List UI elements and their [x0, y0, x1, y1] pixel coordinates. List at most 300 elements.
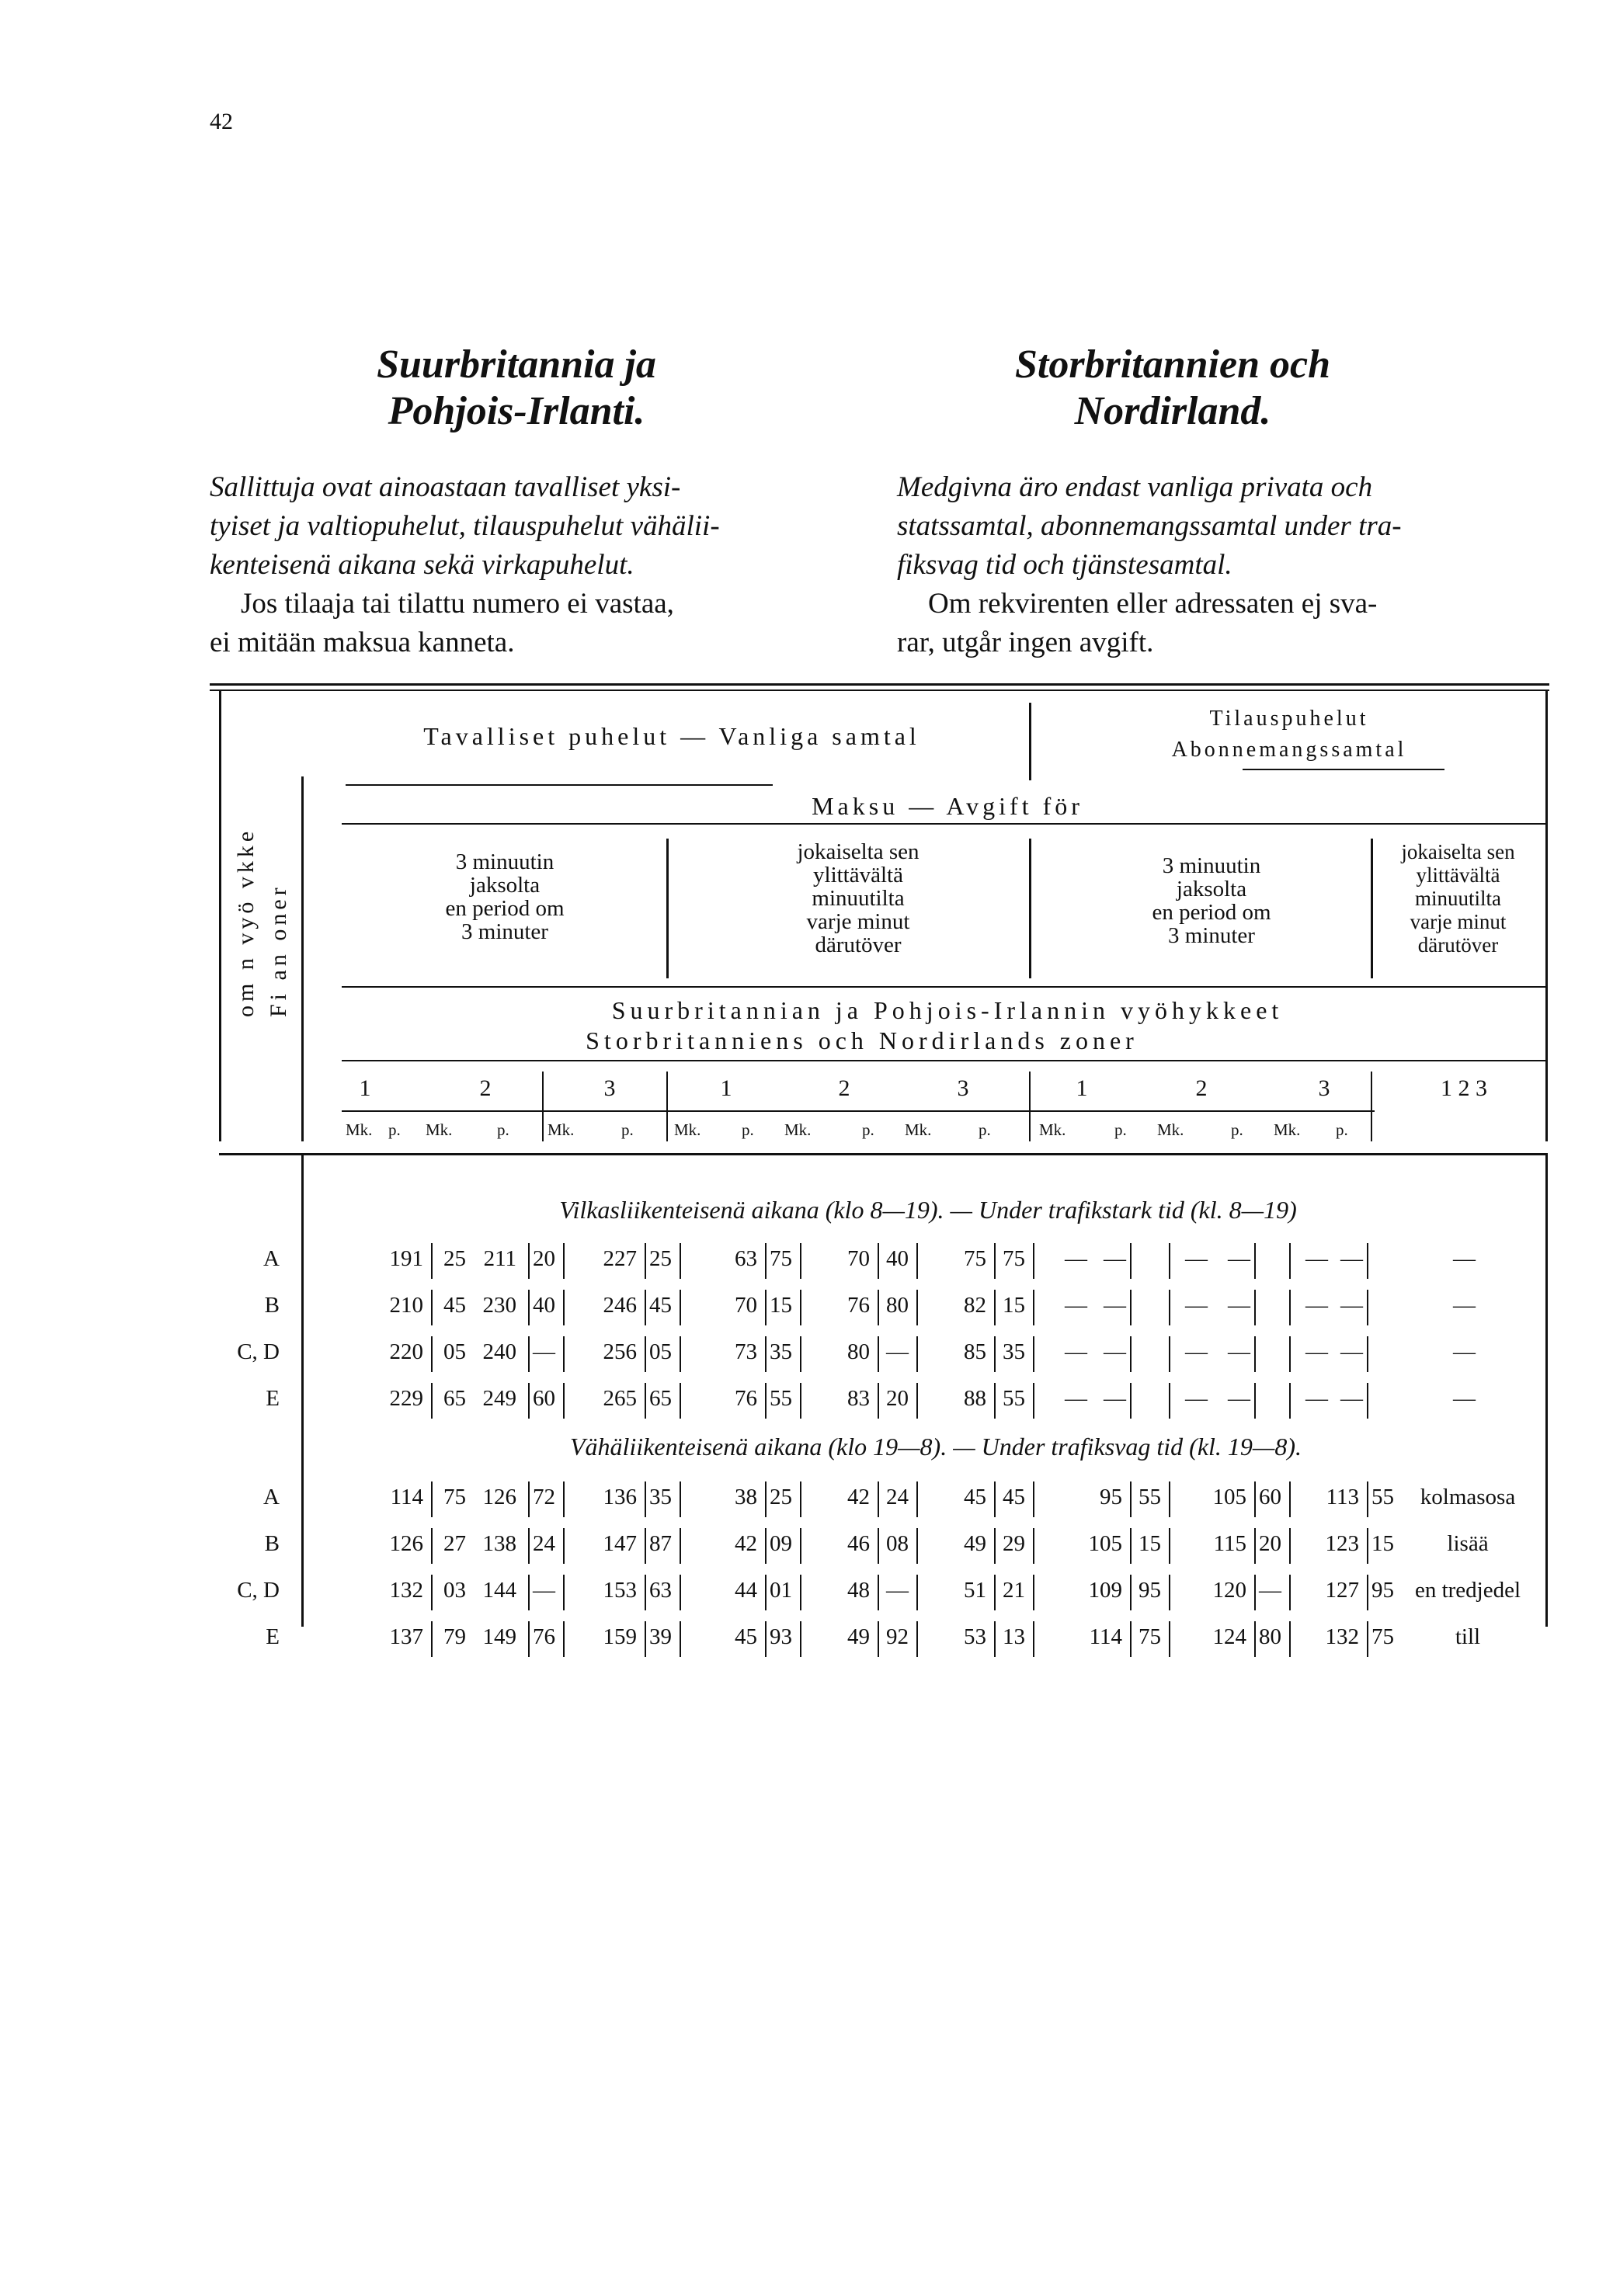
- unit-mk: Mk.: [548, 1120, 575, 1139]
- table-cell: 45: [443, 1293, 466, 1318]
- cell-sep: [528, 1575, 530, 1610]
- cell-sep: [1254, 1290, 1256, 1325]
- table-cell: 137: [389, 1624, 423, 1649]
- zones-top-rule: [342, 986, 1545, 988]
- table-cell: 265: [603, 1386, 637, 1411]
- cell-sep: [1367, 1575, 1368, 1610]
- cell-sep: [1033, 1290, 1034, 1325]
- cell-sep: [800, 1481, 801, 1517]
- subhead-sep-1: [666, 839, 669, 978]
- unit-p: p.: [621, 1120, 634, 1139]
- subhead-line: 3 minuutin: [1162, 853, 1261, 878]
- cell-sep: [994, 1243, 996, 1279]
- table-cell: 25: [443, 1246, 466, 1271]
- zone-number: 2: [479, 1075, 492, 1101]
- zone-number: 2: [1195, 1075, 1208, 1101]
- cell-sep: [563, 1481, 565, 1517]
- cell-sep: [765, 1243, 767, 1279]
- table-cell: 20: [533, 1246, 555, 1271]
- table-cell: 191: [389, 1246, 423, 1271]
- table-cell: 15: [1371, 1531, 1394, 1556]
- table-cell: 24: [533, 1531, 555, 1556]
- subhead-line: 3 minuter: [461, 919, 548, 944]
- cell-sep: [765, 1481, 767, 1517]
- table-cell: 113: [1326, 1485, 1359, 1509]
- cell-sep: [994, 1575, 996, 1610]
- dash-cell: —: [1185, 1339, 1208, 1364]
- cell-sep: [1130, 1621, 1132, 1657]
- fee-rule: [346, 784, 773, 786]
- cell-sep: [1254, 1528, 1256, 1564]
- cell-sep: [1033, 1528, 1034, 1564]
- cell-sep: [431, 1243, 433, 1279]
- cell-sep: [1033, 1336, 1034, 1372]
- cell-sep: [645, 1575, 646, 1610]
- booked-calls-sep: [1029, 703, 1031, 780]
- zone-number: 1: [359, 1075, 371, 1101]
- cell-sep: [1130, 1243, 1132, 1279]
- cell-sep: [680, 1290, 681, 1325]
- row-label: B: [264, 1293, 280, 1318]
- table-cell: 05: [649, 1339, 672, 1364]
- table-cell: 124: [1212, 1624, 1246, 1649]
- cell-sep: [528, 1621, 530, 1657]
- cell-sep: [1367, 1243, 1368, 1279]
- booked-note: till: [1455, 1624, 1481, 1649]
- table-cell: 105: [1088, 1531, 1122, 1556]
- dash-cell: —: [1340, 1339, 1363, 1364]
- swedish-para2-line2: rar, utgår ingen avgift.: [897, 627, 1154, 658]
- cell-sep: [994, 1290, 996, 1325]
- dash-cell: —: [1065, 1339, 1087, 1364]
- swedish-para1-line3: fiksvag tid och tjänstesamtal.: [897, 549, 1232, 581]
- table-cell: 229: [389, 1386, 423, 1411]
- subhead-line: ylittävältä: [813, 863, 903, 887]
- zone-sep: [1029, 1072, 1031, 1141]
- table-cell: 120: [1212, 1578, 1246, 1603]
- table-cell: 40: [886, 1246, 909, 1271]
- table-cell: 115: [1213, 1531, 1246, 1556]
- zone-number: 3: [1318, 1075, 1330, 1101]
- dash-cell: —: [1305, 1339, 1328, 1364]
- table-cell: 153: [603, 1578, 637, 1603]
- cell-sep: [1289, 1621, 1291, 1657]
- top-rule-2: [210, 689, 1549, 691]
- unit-mk: Mk.: [1039, 1120, 1066, 1139]
- table-cell: 88: [964, 1386, 986, 1411]
- cell-sep: [1169, 1383, 1170, 1419]
- table-cell: 45: [1003, 1485, 1025, 1509]
- unit-mk: Mk.: [905, 1120, 932, 1139]
- dash-cell: —: [1228, 1339, 1250, 1364]
- table-cell: 09: [770, 1531, 792, 1556]
- table-cell: —: [533, 1578, 555, 1603]
- cell-sep: [680, 1621, 681, 1657]
- cell-sep: [916, 1243, 918, 1279]
- table-cell: 114: [390, 1485, 423, 1509]
- table-cell: 75: [770, 1246, 792, 1271]
- swedish-para1-line2: statssamtal, abonnemangssamtal under tra-: [897, 510, 1402, 542]
- cell-sep: [680, 1336, 681, 1372]
- cell-sep: [765, 1621, 767, 1657]
- booked-calls-header-sv: Abonnemangssamtal: [1171, 738, 1407, 762]
- table-cell: 132: [389, 1578, 423, 1603]
- frame-label-sep: [301, 776, 304, 1141]
- booked-note: en tredjedel: [1414, 1578, 1521, 1603]
- cell-sep: [916, 1336, 918, 1372]
- cell-sep: [1289, 1290, 1291, 1325]
- table-cell: 39: [649, 1624, 672, 1649]
- row-label: E: [266, 1386, 280, 1411]
- cell-sep: [1033, 1575, 1034, 1610]
- dash-cell: —: [1104, 1386, 1126, 1411]
- zone-sep: [1371, 1072, 1372, 1141]
- dash-cell: —: [1305, 1386, 1328, 1411]
- dash-cell: —: [1185, 1293, 1208, 1318]
- table-cell: 63: [735, 1246, 757, 1271]
- table-cell: 92: [886, 1624, 909, 1649]
- booked-note: kolmasosa: [1420, 1485, 1516, 1509]
- dash-cell: —: [1065, 1386, 1087, 1411]
- table-cell: 03: [443, 1578, 466, 1603]
- cell-sep: [680, 1243, 681, 1279]
- cell-sep: [528, 1290, 530, 1325]
- dash-cell: —: [1104, 1339, 1126, 1364]
- table-cell: 01: [770, 1578, 792, 1603]
- cell-sep: [994, 1383, 996, 1419]
- cell-sep: [916, 1528, 918, 1564]
- table-cell: 70: [847, 1246, 870, 1271]
- dash-cell: —: [1185, 1386, 1208, 1411]
- zone-numbers-top-rule: [342, 1060, 1545, 1061]
- cell-sep: [1289, 1481, 1291, 1517]
- cell-sep: [431, 1528, 433, 1564]
- table-cell: 95: [1139, 1578, 1161, 1603]
- cell-sep: [431, 1383, 433, 1419]
- cell-sep: [563, 1383, 565, 1419]
- cell-sep: [765, 1336, 767, 1372]
- cell-sep: [1169, 1336, 1170, 1372]
- cell-sep: [994, 1481, 996, 1517]
- unit-mk: Mk.: [1157, 1120, 1184, 1139]
- header-bottom-rule: [219, 1153, 1547, 1155]
- booked-underline: [1243, 769, 1444, 770]
- cell-sep: [1289, 1383, 1291, 1419]
- cell-sep: [916, 1383, 918, 1419]
- cell-sep: [1033, 1481, 1034, 1517]
- subhead-line: 3 minuter: [1168, 923, 1255, 948]
- cell-sep: [680, 1383, 681, 1419]
- cell-sep: [1367, 1528, 1368, 1564]
- finnish-para1-line2: tyiset ja valtiopuhelut, tilauspuhelut vähälii-: [210, 510, 720, 542]
- fee-header: Maksu — Avgift för: [812, 792, 1083, 820]
- table-cell: 82: [964, 1293, 986, 1318]
- subhead-line: jaksolta: [469, 873, 541, 898]
- table-cell: 149: [482, 1624, 516, 1649]
- table-cell: 60: [533, 1386, 555, 1411]
- unit-p: p.: [742, 1120, 754, 1139]
- subhead-line: en period om: [1152, 900, 1271, 925]
- table-cell: 127: [1325, 1578, 1359, 1603]
- cell-sep: [1033, 1621, 1034, 1657]
- table-cell: 65: [443, 1386, 466, 1411]
- cell-sep: [800, 1336, 801, 1372]
- cell-sep: [431, 1290, 433, 1325]
- table-cell: 220: [389, 1339, 423, 1364]
- subhead-line: ylittävältä: [1416, 863, 1500, 887]
- period-day-caption: Vilkasliikenteisenä aikana (klo 8—19). — Under trafikstark tid (kl. 8—19): [559, 1196, 1297, 1224]
- cell-sep: [528, 1528, 530, 1564]
- table-cell: 95: [1371, 1578, 1394, 1603]
- table-cell: 55: [1003, 1386, 1025, 1411]
- unit-p: p.: [862, 1120, 874, 1139]
- table-cell: 70: [735, 1293, 757, 1318]
- cell-sep: [645, 1290, 646, 1325]
- subhead-line: minuutilta: [812, 886, 905, 911]
- dash-cell: —: [1104, 1293, 1126, 1318]
- table-cell: 75: [1139, 1624, 1161, 1649]
- swedish-para1-line1: Medgivna äro endast vanliga privata och: [897, 471, 1373, 503]
- booked-calls-header-fi: Tilauspuhelut: [1209, 707, 1369, 731]
- cell-sep: [1130, 1481, 1132, 1517]
- unit-p: p.: [497, 1120, 509, 1139]
- subhead-each-ordinary: [683, 840, 1033, 957]
- rotated-header-2: Fi an oner: [266, 884, 291, 1017]
- cell-sep: [645, 1528, 646, 1564]
- table-cell: 08: [886, 1531, 909, 1556]
- table-cell: 75: [964, 1246, 986, 1271]
- subhead-line: jokaiselta sen: [797, 839, 920, 864]
- cell-sep: [645, 1481, 646, 1517]
- table-cell: 45: [964, 1485, 986, 1509]
- table-cell: 76: [533, 1624, 555, 1649]
- cell-sep: [1254, 1243, 1256, 1279]
- cell-sep: [1033, 1243, 1034, 1279]
- cell-sep: [994, 1528, 996, 1564]
- table-cell: 35: [1003, 1339, 1025, 1364]
- cell-sep: [563, 1528, 565, 1564]
- table-cell: 159: [603, 1624, 637, 1649]
- cell-sep: [563, 1621, 565, 1657]
- cell-sep: [1169, 1621, 1170, 1657]
- table-cell: —: [533, 1339, 555, 1364]
- cell-sep: [1367, 1336, 1368, 1372]
- cell-sep: [916, 1290, 918, 1325]
- dash-cell: —: [1340, 1293, 1363, 1318]
- unit-p: p.: [1231, 1120, 1243, 1139]
- table-cell: 35: [770, 1339, 792, 1364]
- cell-sep: [994, 1336, 996, 1372]
- cell-sep: [916, 1575, 918, 1610]
- row-label: C, D: [237, 1339, 280, 1364]
- table-cell: 85: [964, 1339, 986, 1364]
- dash-cell: —: [1228, 1293, 1250, 1318]
- row-label: A: [263, 1485, 280, 1509]
- page-number: 42: [210, 109, 233, 134]
- finnish-para1-line3: kenteisenä aikana sekä virkapuhelut.: [210, 549, 634, 581]
- cell-sep: [680, 1575, 681, 1610]
- cell-sep: [878, 1383, 879, 1419]
- unit-p: p.: [1336, 1120, 1348, 1139]
- table-cell: 53: [964, 1624, 986, 1649]
- cell-sep: [1169, 1481, 1170, 1517]
- table-cell: 114: [1089, 1624, 1122, 1649]
- subhead-line: jokaiselta sen: [1401, 840, 1515, 863]
- table-cell: 80: [847, 1339, 870, 1364]
- cell-sep: [1033, 1383, 1034, 1419]
- dash-cell: —: [1453, 1386, 1476, 1411]
- cell-sep: [800, 1528, 801, 1564]
- unit-p: p.: [388, 1120, 401, 1139]
- subhead-line: jaksolta: [1176, 877, 1247, 901]
- table-cell: 60: [1259, 1485, 1281, 1509]
- subhead-line: varje minut: [1410, 910, 1507, 933]
- cell-sep: [528, 1243, 530, 1279]
- cell-sep: [800, 1383, 801, 1419]
- dash-cell: —: [1065, 1293, 1087, 1318]
- cell-sep: [916, 1621, 918, 1657]
- table-cell: 76: [735, 1386, 757, 1411]
- cell-sep: [1254, 1383, 1256, 1419]
- table-cell: 55: [1371, 1485, 1394, 1509]
- table-cell: 48: [847, 1578, 870, 1603]
- table-cell: 15: [1139, 1531, 1161, 1556]
- table-cell: 51: [964, 1578, 986, 1603]
- finnish-title-line1: Suurbritannia ja: [377, 342, 656, 387]
- body-label-sep: [301, 1153, 304, 1627]
- table-cell: —: [1259, 1578, 1281, 1603]
- cell-sep: [645, 1243, 646, 1279]
- zone-sep: [666, 1072, 668, 1141]
- cell-sep: [1289, 1575, 1291, 1610]
- swedish-title-line2: Nordirland.: [1074, 389, 1271, 433]
- cell-sep: [1254, 1481, 1256, 1517]
- cell-sep: [1289, 1336, 1291, 1372]
- cell-sep: [563, 1336, 565, 1372]
- table-cell: 55: [1139, 1485, 1161, 1509]
- table-cell: 93: [770, 1624, 792, 1649]
- cell-sep: [1130, 1336, 1132, 1372]
- table-cell: 227: [603, 1246, 637, 1271]
- cell-sep: [1289, 1528, 1291, 1564]
- table-cell: 55: [770, 1386, 792, 1411]
- dash-cell: —: [1185, 1246, 1208, 1271]
- subhead-line: en period om: [445, 896, 565, 921]
- cell-sep: [431, 1336, 433, 1372]
- table-cell: 230: [482, 1293, 516, 1318]
- table-cell: 211: [483, 1246, 516, 1271]
- zone-number: 2: [838, 1075, 850, 1101]
- table-cell: 147: [603, 1531, 637, 1556]
- frame-left: [219, 691, 221, 1141]
- finnish-para2-line2: ei mitään maksua kanneta.: [210, 627, 515, 658]
- table-cell: 44: [735, 1578, 757, 1603]
- cell-sep: [680, 1528, 681, 1564]
- table-cell: 136: [603, 1485, 637, 1509]
- subhead-line: varje minut: [806, 909, 910, 934]
- cell-sep: [800, 1243, 801, 1279]
- table-cell: 80: [1259, 1624, 1281, 1649]
- cell-sep: [680, 1481, 681, 1517]
- swedish-title-line1: Storbritannien och: [1014, 342, 1331, 387]
- cell-sep: [878, 1290, 879, 1325]
- unit-mk: Mk.: [784, 1120, 812, 1139]
- table-cell: 105: [1212, 1485, 1246, 1509]
- unit-mk: Mk.: [346, 1120, 373, 1139]
- frame-right: [1545, 691, 1548, 1141]
- cell-sep: [1169, 1575, 1170, 1610]
- zones-header-fi: Suurbritannian ja Pohjois-Irlannin vyöhykkeet: [611, 996, 1284, 1024]
- table-cell: 80: [886, 1293, 909, 1318]
- zone-number: 3: [603, 1075, 616, 1101]
- cell-sep: [563, 1243, 565, 1279]
- table-cell: 25: [770, 1485, 792, 1509]
- dash-cell: —: [1305, 1246, 1328, 1271]
- table-cell: 63: [649, 1578, 672, 1603]
- table-cell: 42: [735, 1531, 757, 1556]
- cell-sep: [1367, 1383, 1368, 1419]
- table-cell: 45: [735, 1624, 757, 1649]
- booked-note: lisää: [1447, 1531, 1489, 1556]
- cell-sep: [800, 1575, 801, 1610]
- dash-cell: —: [1453, 1293, 1476, 1318]
- cell-sep: [878, 1528, 879, 1564]
- top-rule: [210, 683, 1549, 686]
- zone-number: 1: [720, 1075, 732, 1101]
- cell-sep: [1289, 1243, 1291, 1279]
- dash-cell: —: [1228, 1246, 1250, 1271]
- dash-cell: —: [1453, 1339, 1476, 1364]
- table-cell: —: [886, 1578, 909, 1603]
- cell-sep: [645, 1383, 646, 1419]
- table-cell: 27: [443, 1531, 466, 1556]
- table-cell: 246: [603, 1293, 637, 1318]
- table-cell: 24: [886, 1485, 909, 1509]
- finnish-para2-line1: Jos tilaaja tai tilattu numero ei vastaa,: [241, 588, 674, 620]
- table-cell: 15: [1003, 1293, 1025, 1318]
- table-cell: 79: [443, 1624, 466, 1649]
- row-label: A: [263, 1246, 280, 1271]
- cell-sep: [1254, 1621, 1256, 1657]
- table-cell: 13: [1003, 1624, 1025, 1649]
- table-cell: 15: [770, 1293, 792, 1318]
- table-cell: 138: [482, 1531, 516, 1556]
- table-cell: 65: [649, 1386, 672, 1411]
- cell-sep: [431, 1621, 433, 1657]
- cell-sep: [1254, 1336, 1256, 1372]
- ordinary-calls-header: Tavalliset puhelut — Vanliga samtal: [423, 722, 920, 750]
- dash-cell: —: [1228, 1386, 1250, 1411]
- subhead-each-booked: [1375, 840, 1542, 957]
- subhead-line: därutöver: [1417, 933, 1499, 957]
- dash-cell: —: [1104, 1246, 1126, 1271]
- cell-sep: [916, 1481, 918, 1517]
- table-cell: 126: [389, 1531, 423, 1556]
- table-cell: 240: [482, 1339, 516, 1364]
- table-cell: 49: [964, 1531, 986, 1556]
- dash-cell: —: [1065, 1246, 1087, 1271]
- table-cell: 95: [1100, 1485, 1122, 1509]
- table-cell: 210: [389, 1293, 423, 1318]
- cell-sep: [431, 1481, 433, 1517]
- cell-sep: [1367, 1481, 1368, 1517]
- row-label: B: [264, 1531, 280, 1556]
- cell-sep: [878, 1621, 879, 1657]
- zone-number: 3: [957, 1075, 969, 1101]
- cell-sep: [431, 1575, 433, 1610]
- table-cell: 75: [1371, 1624, 1394, 1649]
- subhead-3min-booked: [1079, 854, 1344, 947]
